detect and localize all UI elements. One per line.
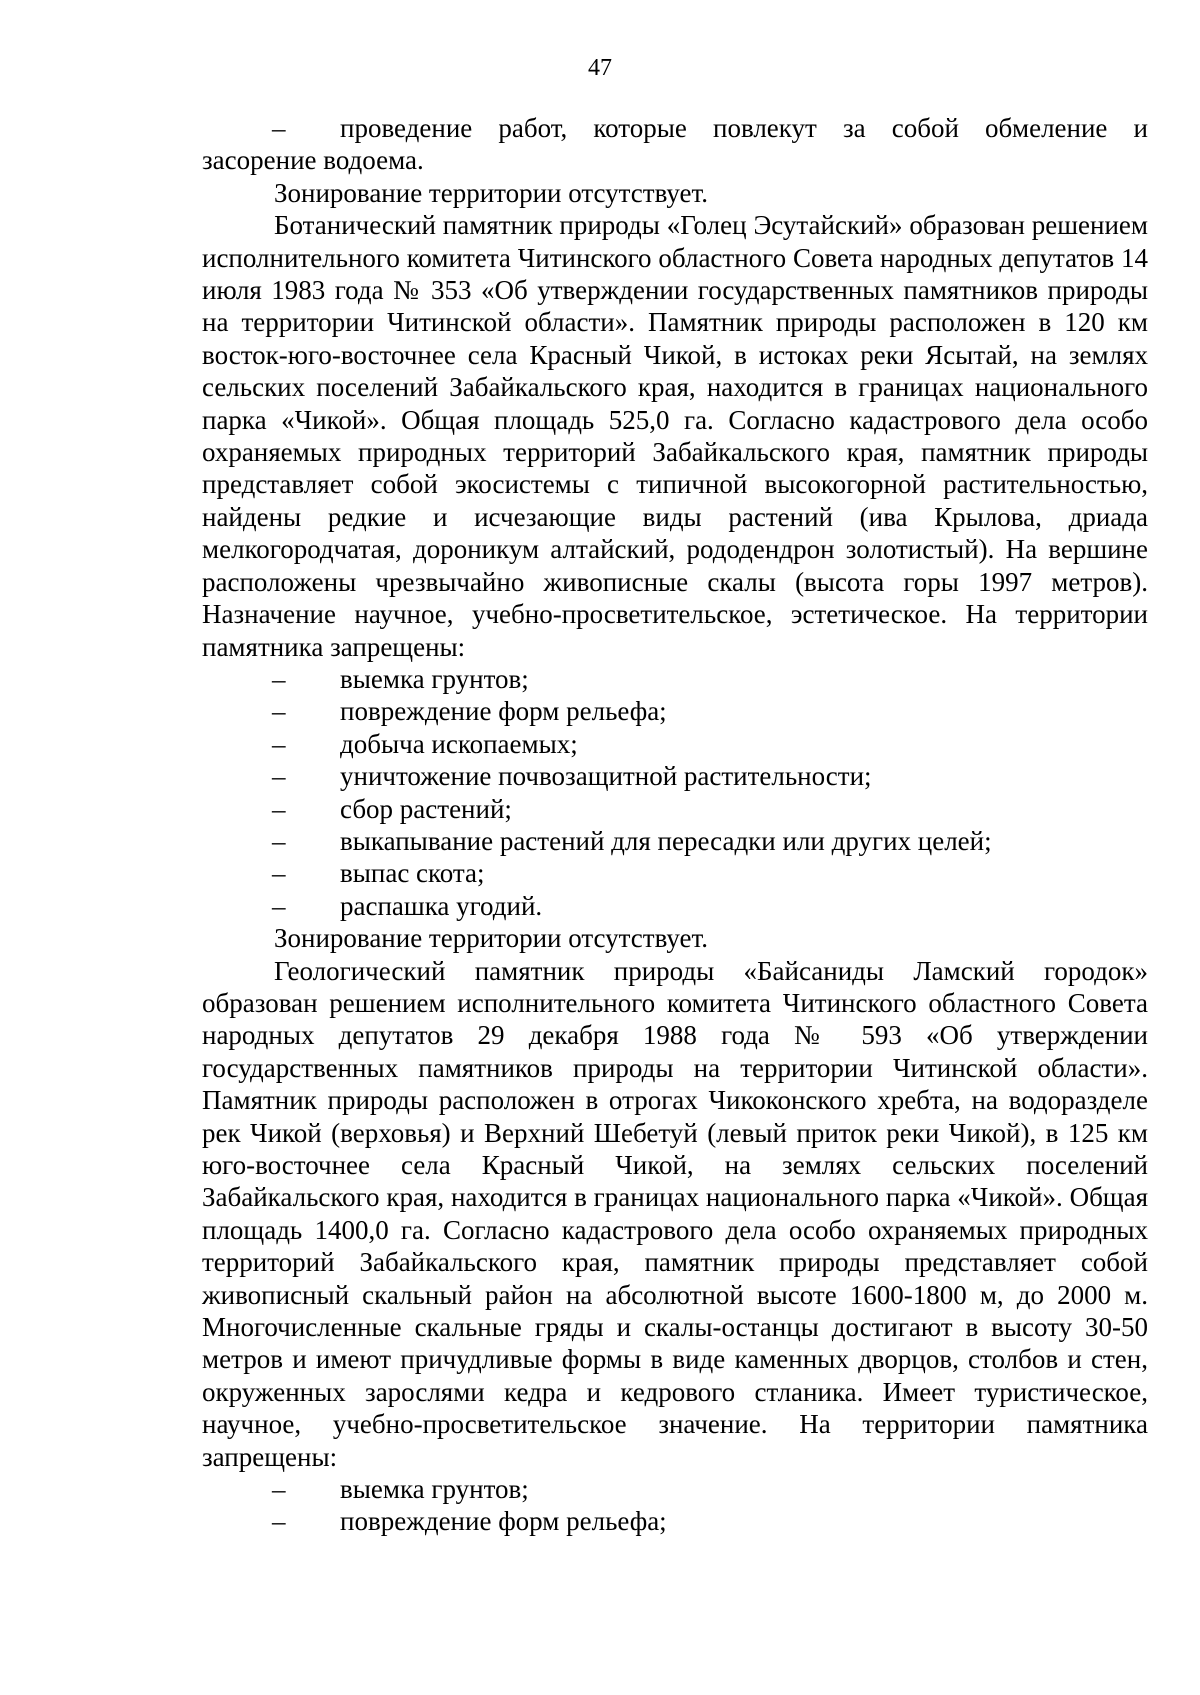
list-item bbox=[202, 793, 1148, 825]
list-dash: – bbox=[272, 663, 286, 694]
list-item bbox=[202, 695, 1148, 727]
list-dash: – bbox=[272, 761, 286, 792]
list-dash: – bbox=[272, 696, 286, 727]
list-item bbox=[202, 760, 1148, 792]
list-item-continuation: засорение водоема. bbox=[202, 145, 424, 176]
list-item bbox=[202, 1473, 1148, 1505]
list-dash: – bbox=[272, 1474, 286, 1505]
list-item-text: выпас скота; bbox=[340, 858, 485, 889]
list-item-text: проведение работ, которые повлекут за собой обмеление и bbox=[340, 113, 1148, 143]
list-dash: – bbox=[272, 728, 286, 759]
list-item-text: выемка грунтов; bbox=[340, 663, 529, 694]
list-item-text: выкапывание растений для пересадки или других целей; bbox=[340, 825, 992, 856]
list-dash: – bbox=[272, 1506, 286, 1537]
prohibitions-list-golets bbox=[202, 663, 1148, 922]
list-dash: – bbox=[272, 890, 286, 921]
list-dash: – bbox=[272, 113, 286, 143]
list-item bbox=[202, 857, 1148, 889]
list-item-text: повреждение форм рельефа; bbox=[340, 696, 667, 727]
paragraph-zoning-2: Зонирование территории отсутствует. bbox=[274, 923, 709, 954]
list-dash: – bbox=[272, 793, 286, 824]
paragraph-zoning-1: Зонирование территории отсутствует. bbox=[274, 177, 709, 208]
list-item-text: распашка угодий. bbox=[340, 890, 543, 921]
list-dash: – bbox=[272, 858, 286, 889]
list-item bbox=[202, 825, 1148, 857]
prohibitions-list-baisanidy bbox=[202, 1473, 1148, 1538]
list-item bbox=[202, 1505, 1148, 1537]
list-item-text: уничтожение почвозащитной растительности; bbox=[340, 761, 872, 792]
list-item bbox=[202, 890, 1148, 922]
list-item-intro bbox=[202, 112, 1148, 144]
paragraph-golets: Ботанический памятник природы «Голец Эсутайский» образован решением исполнительного комитета Читинского областного Совета народных депутатов 14 июля 1983 года № 353 «Об утверждении государственных памятников природы на территории Читинской области». Памятник природы расположен в 120 км восток-юго-восточнее села Красный Чикой, в истоках реки Ясытай, на землях сельских поселений Забайкальского края, находится в границах национального парка «Чикой». Общая площадь 525,0 га. Согласно кадастрового дела особо охраняемых природных территорий Забайкальского края, памятник природы представляет собой экосистемы с типичной высокогорной растительностью, найдены редкие и исчезающие виды растений (ива Крылова, дриада мелкогородчатая, дороникум алтайский, рододендрон золотистый). На вершине расположены чрезвычайно живописные скалы (высота горы 1997 метров). Назначение научное, учебно-просветительское, эстетическое. На территории памятника запрещены: bbox=[202, 210, 1148, 662]
list-item-text: повреждение форм рельефа; bbox=[340, 1506, 667, 1537]
list-item-text: выемка грунтов; bbox=[340, 1474, 529, 1505]
page-number: 47 bbox=[588, 55, 612, 81]
paragraph-baisanidy: Геологический памятник природы «Байсаниды Ламский городок» образован решением исполнительного комитета Читинского областного Совета народных депутатов 29 декабря 1988 года № 593 «Об утверждении государственных памятников природы на территории Читинской области». Памятник природы расположен в отрогах Чикоконского хребта, на водоразделе рек Чикой (верховья) и Верхний Шебетуй (левый приток реки Чикой), в 125 км юго-восточнее села Красный Чикой, на землях сельских поселений Забайкальского края, находится в границах национального парка «Чикой». Общая площадь 1400,0 га. Согласно кадастрового дела особо охраняемых природных территорий Забайкальского края, памятник природы представляет собой живописный скальный район на абсолютной высоте 1600-1800 м, до 2000 м. Многочисленные скальные гряды и скалы-останцы достигают в высоту 30-50 метров и имеют причудливые формы в виде каменных дворцов, столбов и стен, окруженных зарослями кедра и кедрового стланика. Имеет туристическое, научное, учебно-просветительское значение. На территории памятника запрещены: bbox=[202, 955, 1148, 1472]
list-item-text: добыча ископаемых; bbox=[340, 728, 578, 759]
list-item bbox=[202, 728, 1148, 760]
list-item bbox=[202, 663, 1148, 695]
list-dash: – bbox=[272, 825, 286, 856]
list-item-text: сбор растений; bbox=[340, 793, 512, 824]
document-body bbox=[202, 112, 1148, 1538]
